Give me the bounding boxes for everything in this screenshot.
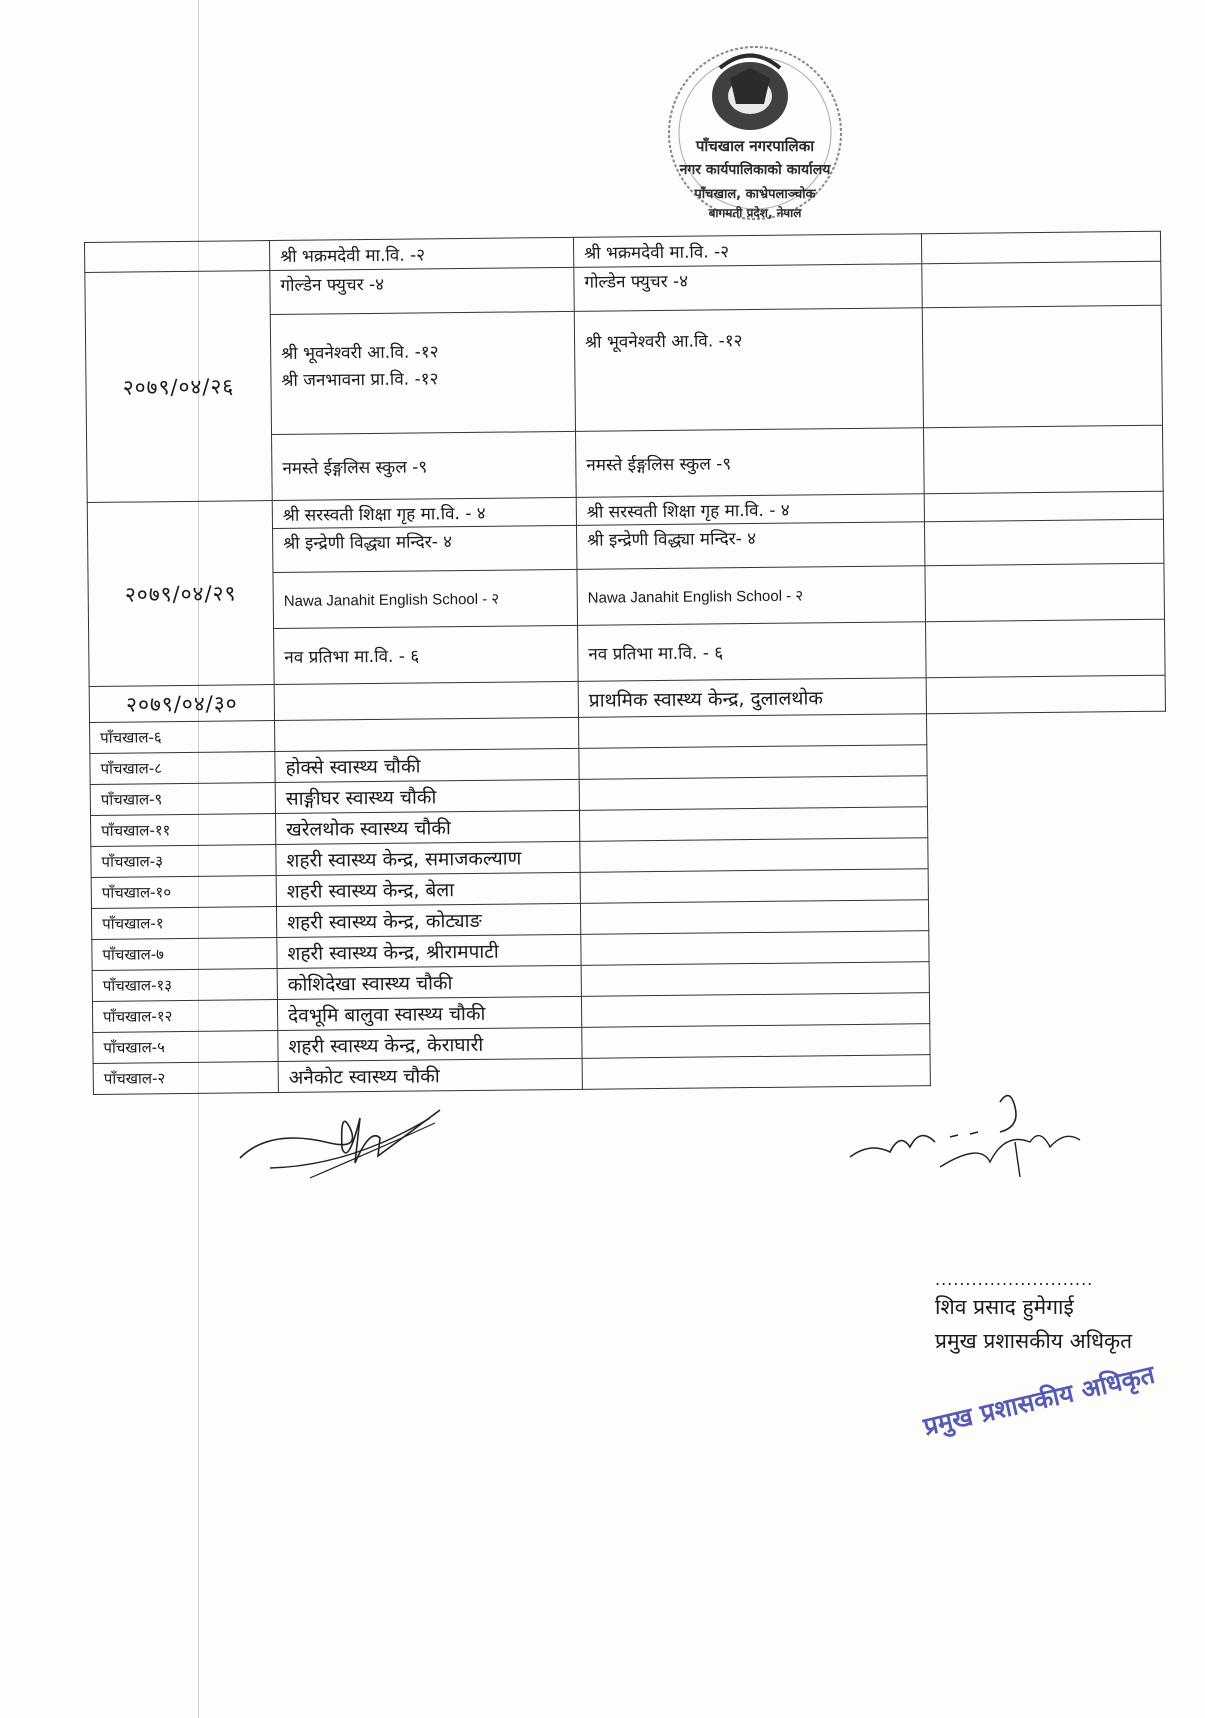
seal-text-3: पाँचखाल, काभ्रेपलाञ्चोक <box>694 187 816 202</box>
health-facility-cell: शहरी स्वास्थ्य केन्द्र, कोट्याङ <box>276 903 580 937</box>
health-facility-cell: होक्से स्वास्थ्य चौकी <box>275 748 579 782</box>
schedule-table <box>84 231 1170 1194</box>
table-cell: श्री भूवनेश्वरी आ.वि. -१२ <box>574 308 923 432</box>
signature-left-icon <box>230 1088 450 1188</box>
health-facility-cell: शहरी स्वास्थ्य केन्द्र, बेला <box>276 872 580 906</box>
ward-cell: पाँचखाल-९ <box>90 783 275 816</box>
ward-cell: पाँचखाल-१० <box>91 876 276 909</box>
table-cell-empty <box>926 619 1166 677</box>
table-cell-empty <box>274 681 578 720</box>
health-facility-cell: देवभूमि बालुवा स्वास्थ्य चौकी <box>277 996 581 1030</box>
table-cell-empty <box>581 931 929 966</box>
date-cell: २०७९/०४/२९ <box>87 501 274 687</box>
table-cell-empty <box>580 900 928 935</box>
school-name: श्री भूवनेश्वरी आ.वि. -१२ <box>281 342 439 364</box>
table-cell: श्री सरस्वती शिक्षा गृह मा.वि. - ४ <box>272 497 576 528</box>
ward-cell: पाँचखाल-३ <box>91 845 276 878</box>
signature-dotted-line: .......................... <box>935 1270 1094 1289</box>
table-cell: नमस्ते ईङ्गलिस स्कुल -९ <box>576 428 925 498</box>
table-cell-empty <box>922 305 1162 427</box>
table-cell: श्री इन्द्रेणी विद्ध्या मन्दिर- ४ <box>576 522 924 570</box>
table-cell: गोल्डेन फ्युचर -४ <box>270 267 574 314</box>
ward-cell: पाँचखाल-१ <box>91 907 276 940</box>
date-cell: २०७९/०४/२६ <box>85 271 272 503</box>
table-cell: नव प्रतिभा मा.वि. - ६ <box>274 625 579 684</box>
table-cell: प्राथमिक स्वास्थ्य केन्द्र, दुलालथोक <box>578 678 926 718</box>
seal-text-2: नगर कार्यपालिकाको कार्यालय <box>679 162 831 178</box>
ward-cell: पाँचखाल-२ <box>93 1062 278 1095</box>
table-cell-empty <box>921 231 1160 264</box>
date-cell: २०७९/०४/३० <box>89 685 274 723</box>
table-cell-empty <box>580 838 928 873</box>
table-cell-empty <box>922 261 1161 308</box>
table-cell-empty <box>579 776 927 811</box>
table-cell: श्री इन्द्रेणी विद्ध्या मन्दिर- ४ <box>273 525 577 572</box>
table-cell-empty <box>581 993 929 1028</box>
table-cell: श्री सरस्वती शिक्षा गृह मा.वि. - ४ <box>576 494 924 526</box>
table-cell: Nawa Janahit English School - २ <box>273 569 578 628</box>
designation-stamp: प्रमुख प्रशासकीय अधिकृत <box>920 1359 1158 1442</box>
table-cell-empty <box>579 807 927 842</box>
health-facility-cell: शहरी स्वास्थ्य केन्द्र, श्रीरामपाटी <box>277 934 581 968</box>
signatory-title: प्रमुख प्रशासकीय अधिकृत <box>935 1329 1133 1353</box>
seal-text-4: बागमती प्रदेश, नेपाल <box>708 206 802 220</box>
table-cell-empty <box>579 745 927 780</box>
signatory-block <box>935 1270 1132 1358</box>
table-cell: गोल्डेन फ्युचर -४ <box>574 264 922 312</box>
table-cell-empty <box>923 425 1163 493</box>
ward-cell: पाँचखाल-११ <box>91 814 276 847</box>
table-cell-empty <box>924 491 1163 522</box>
table-cell-date <box>85 241 270 273</box>
table-cell-empty <box>579 714 927 749</box>
table-cell-empty <box>580 869 928 904</box>
table-cell: नमस्ते ईङ्गलिस स्कुल -९ <box>272 431 577 500</box>
ward-cell: पाँचखाल-१२ <box>92 1000 277 1033</box>
table-cell: श्री भक्रमदेवी मा.वि. -२ <box>573 234 921 268</box>
health-facility-cell: शहरी स्वास्थ्य केन्द्र, केराघारी <box>278 1027 582 1061</box>
table-cell <box>270 311 575 434</box>
table-cell: Nawa Janahit English School - २ <box>577 566 926 626</box>
ward-cell: पाँचखाल-६ <box>90 721 275 754</box>
health-facility-cell: अनैकोट स्वास्थ्य चौकी <box>278 1058 582 1092</box>
seal-text-1: पाँचखाल नगरपालिका <box>695 137 815 155</box>
ward-cell: पाँचखाल-१३ <box>92 969 277 1002</box>
table-cell: श्री भक्रमदेवी मा.वि. -२ <box>269 237 573 270</box>
table-cell-empty <box>925 563 1165 621</box>
ward-cell: पाँचखाल-८ <box>90 752 275 785</box>
table-cell-empty <box>924 519 1163 566</box>
health-facility-cell: कोशिदेखा स्वास्थ्य चौकी <box>277 965 581 999</box>
municipality-seal <box>660 38 850 228</box>
health-facility-cell: साङ्गीघर स्वास्थ्य चौकी <box>275 779 579 813</box>
table-cell-empty <box>581 962 929 997</box>
signature-right-icon <box>840 1072 1100 1182</box>
health-facility-cell <box>275 717 579 751</box>
ward-cell: पाँचखाल-५ <box>93 1031 278 1064</box>
health-facility-cell: खरेलथोक स्वास्थ्य चौकी <box>275 810 579 844</box>
school-name: श्री जनभावना प्रा.वि. -१२ <box>281 369 439 391</box>
health-facility-cell: शहरी स्वास्थ्य केन्द्र, समाजकल्याण <box>276 841 580 875</box>
table-cell-empty <box>926 675 1165 714</box>
table-cell-empty <box>582 1024 930 1059</box>
table-cell: नव प्रतिभा मा.वि. - ६ <box>578 622 927 682</box>
signatory-name: शिव प्रसाद हुमेगाई <box>935 1295 1074 1319</box>
ward-cell: पाँचखाल-७ <box>92 938 277 971</box>
